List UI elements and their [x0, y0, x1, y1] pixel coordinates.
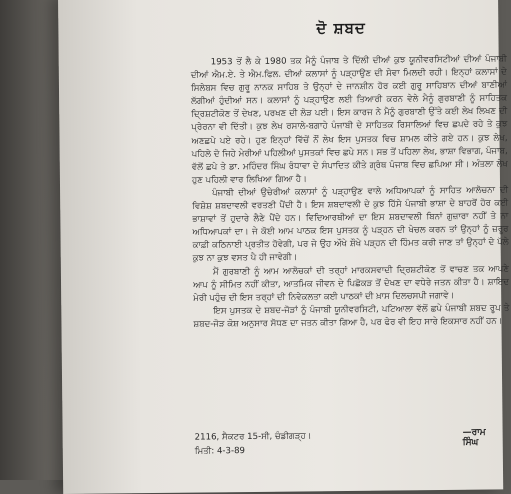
- paragraph-2: ਪੰਜਾਬੀ ਦੀਆਂ ਉਚੇਰੀਆਂ ਕਲਾਸਾਂ ਨੂੰ ਪੜ੍ਹਾਉਣ ਵਾਲੇ ਅਧਿਆਪਕਾਂ ਨੂੰ ਸਾਹਿਤ ਆਲੋਚਨਾ ਦੀ ਵਿਸ਼ੇਸ਼ ਸ਼ਬਦਾਵਲੀ ਵਰਤਣੀ ਪੈਂਦੀ ਹੈ। ਇਸ ਸ਼ਬਦਾਵਲੀ ਦੇ ਕੁਝ ਹਿੱਸੇ ਪੰਜਾਬੀ ਭਾਸ਼ਾ ਦੇ ਬਾਹਰੋਂ ਹੋਰ ਕਈ ਭਾਸ਼ਾਵਾਂ ਤੋਂ ਹੁਦਾਰੇ ਲੈਣੇ ਪੈਂਦੇ ਹਨ। ਵਿਦਿਆਰਥੀਆਂ ਦਾ ਇਸ ਸ਼ਬਦਾਵਲੀ ਬਿਨਾਂ ਗੁਜ਼ਾਰਾ ਨਹੀਂ ਤੇ ਨਾ ਅਧਿਆਪਕਾਂ ਦਾ। ਜੇ ਕੋਈ ਆਮ ਪਾਠਕ ਇਸ ਪੁਸਤਕ ਨੂੰ ਪੜ੍ਹਨ ਦੀ ਖੇਚਲ ਕਰਨ ਤਾਂ ਉਨ੍ਹਾਂ ਨੂੰ ਜ਼ਰੂਰ ਕਾਫ਼ੀ ਕਠਿਨਾਈ ਪ੍ਰਤੀਤ ਹੋਵੇਗੀ, ਪਰ ਜੇ ਉਹ ਔਖੇ ਸ਼ੌਖੇ ਪੜ੍ਹਨ ਦੀ ਹਿੰਮਤ ਕਰੀ ਜਾਣ ਤਾਂ ਉਨ੍ਹਾਂ ਦੇ ਪੱਲੇ ਕੁਝ ਨਾ ਕੁਝ ਵਸਤ ਪੈ ਹੀ ਜਾਵੇਗੀ।: [192, 185, 509, 265]
- paragraph-3: ਮੈਂ ਗੁਰਬਾਣੀ ਨੂੰ ਆਮ ਆਲੋਚਕਾਂ ਦੀ ਤਰ੍ਹਾਂ ਮਾਰਕਸਵਾਦੀ ਦ੍ਰਿਸ਼ਟੀਕੋਣ ਤੋਂ ਵਾਚਣ ਤਕ ਆਪਣੇ ਆਪ ਨੂੰ ਸੀਮਿਤ ਨਹੀਂ ਕੀਤਾ, ਆਤਮਿਕ ਜੀਵਨ ਦੇ ਪਿਛੋਕੜ ਤੋਂ ਦੇਖਣ ਦਾ ਵਧੇਰੇ ਜਤਨ ਕੀਤਾ ਹੈ। ਸ਼ਾਇਦ ਮੇਰੀ ਪਹੁੰਚ ਦੀ ਇਸ ਤਰ੍ਹਾਂ ਦੀ ਨਿਵੇਕਲਤਾ ਕਈ ਪਾਠਕਾਂ ਦੀ ਖ਼ਾਸ ਦਿਲਚਸਪੀ ਜਗਾਵੇ।: [193, 263, 510, 304]
- author-address: 2116, ਸੈਕਟਰ 15-ਸੀ, ਚੰਡੀਗੜ੍ਹ।: [194, 431, 312, 443]
- address-block: [195, 429, 312, 458]
- page-title: ਦੋ ਸ਼ਬਦ: [316, 18, 366, 38]
- paragraph-4: ਇਸ ਪੁਸਤਕ ਦੇ ਸ਼ਬਦ-ਜੋੜਾਂ ਨੂੰ ਪੰਜਾਬੀ ਯੂਨੀਵਰਸਿਟੀ, ਪਟਿਆਲਾ ਵੱਲੋਂ ਛਪੇ ਪੰਜਾਬੀ ਸ਼ਬਦ ਰੂਪ ਤੇ ਸ਼ਬਦ-ਜੋੜ ਕੋਸ਼ ਅਨੁਸਾਰ ਸੋਧਣ ਦਾ ਜਤਨ ਕੀਤਾ ਗਿਆ ਹੈ, ਪਰ ਫੇਰ ਵੀ ਇਹ ਸਾਰੇ ਇਕਸਾਰ ਨਹੀਂ ਹਨ।: [193, 303, 510, 330]
- body-text: [191, 53, 510, 331]
- book-page: [58, 0, 510, 494]
- paragraph-1: 1953 ਤੋਂ ਲੈ ਕੇ 1980 ਤਕ ਮੈਨੂੰ ਪੰਜਾਬ ਤੇ ਦਿੱਲੀ ਦੀਆਂ ਕੁਝ ਯੂਨੀਵਰਸਿਟੀਆਂ ਦੀਆਂ ਪੰਜਾਬੀ ਦੀਆਂ ਐਮ.ਏ. ਤੇ ਐਮ.ਫਿਲ. ਦੀਆਂ ਕਲਾਸਾਂ ਨੂੰ ਪੜ੍ਹਾਉਣ ਦੀ ਸੇਵਾ ਮਿਲਦੀ ਰਹੀ। ਇਨ੍ਹਾਂ ਕਲਾਸਾਂ ਦੇ ਸਿਲੇਬਸ ਵਿਚ ਗੁਰੂ ਨਾਨਕ ਸਾਹਿਬ ਤੇ ਉਨ੍ਹਾਂ ਦੇ ਜਾਨਸ਼ੀਨ ਹੋਰ ਕਈ ਗੁਰੂ ਸਾਹਿਬਾਨ ਦੀਆਂ ਬਾਣੀਆਂ ਲੱਗੀਆਂ ਹੁੰਦੀਆਂ ਸਨ। ਕਲਾਸਾਂ ਨੂੰ ਪੜ੍ਹਾਉਣ ਲਈ ਤਿਆਰੀ ਕਰਨ ਵੇਲੇ ਮੈਨੂੰ ਗੁਰਬਾਣੀ ਨੂੰ ਸਾਹਿਤਕ ਦ੍ਰਿਸ਼ਟੀਕੋਣ ਤੋਂ ਦੇਖਣ, ਪਰਖਣ ਦੀ ਲੋੜ ਪਈ। ਇਸ ਕਾਰਜ ਨੇ ਮੈਨੂੰ ਗੁਰਬਾਣੀ ਉੱਤੇ ਕਈ ਲੇਖ ਲਿਖਣ ਦੀ ਪ੍ਰੇਰਨਾ ਵੀ ਦਿੱਤੀ। ਕੁਝ ਲੇਖ ਰਸਾਲੇ-ਬਗਾਹੇ ਪੰਜਾਬੀ ਦੇ ਸਾਹਿਤਕ ਰਿਸਾਲਿਆਂ ਵਿਚ ਛਪਦੇ ਰਹੇ ਤੇ ਕੁਝ ਅਣਛਪੇ ਪਏ ਰਹੇ। ਹੁਣ ਇਨ੍ਹਾਂ ਵਿੱਚੋਂ ਨੌਂ ਲੇਖ ਇਸ ਪੁਸਤਕ ਵਿਚ ਸ਼ਾਮਲ ਕੀਤੇ ਗਏ ਹਨ। ਕੁਝ ਲੇਖ, ਪਹਿਲੇ ਦੋ ਜਿਹੇ ਮੇਰੀਆਂ ਪਹਿਲੀਆਂ ਪੁਸਤਕਾਂ ਵਿਚ ਛਪੇ ਸਨ। ਸਭ ਤੋਂ ਪਹਿਲਾ ਲੇਖ, ਭਾਸ਼ਾ ਵਿਭਾਗ, ਪੰਜਾਬ, ਵੱਲੋਂ ਛਪੇ ਤੇ ਡਾ. ਮਹਿੰਦਰ ਸਿੰਘ ਰੰਧਾਵਾ ਦੇ ਸੰਪਾਦਿਤ ਕੀਤੇ ਗ੍ਰੰਥ ਪੰਜਾਬ ਵਿਚ ਛਪਿਆ ਸੀ। ਅੰਤਲਾ ਲੇਖ ਹੁਣ ਪਹਿਲੀ ਵਾਰ ਲਿਖਿਆ ਗਿਆ ਹੈ।: [190, 54, 508, 186]
- date-line: ਮਿਤੀ: 4-3-89: [194, 446, 246, 457]
- author-signature: —ਰਾਮ ਸਿੰਘ: [462, 427, 486, 448]
